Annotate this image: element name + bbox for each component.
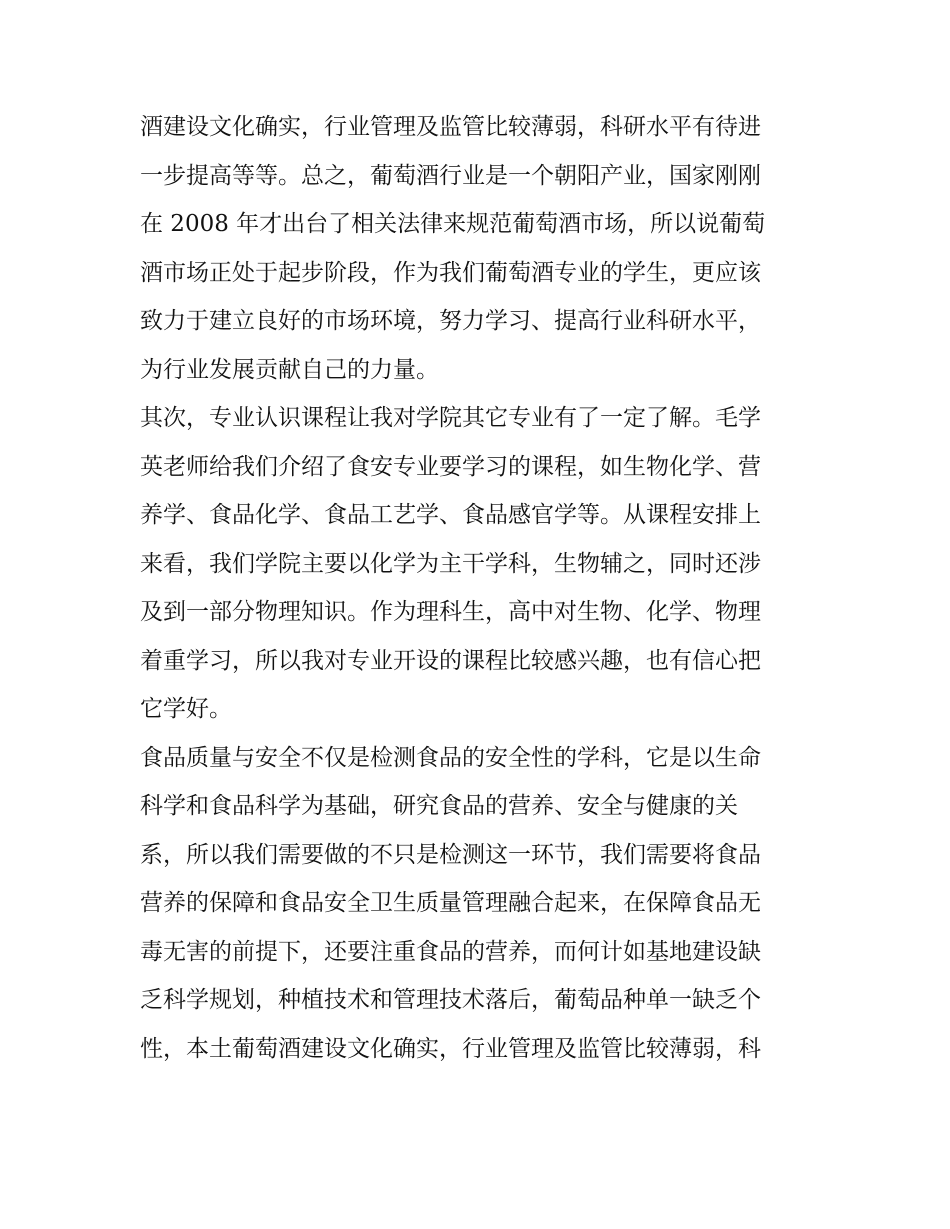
body-text bbox=[140, 103, 820, 1073]
text-line: 系，所以我们需要做的不只是检测这一环节，我们需要将食品 bbox=[140, 841, 761, 868]
text-line: 一步提高等等。总之，葡萄酒行业是一个朝阳产业，国家刚刚 bbox=[140, 162, 761, 189]
text-line: 营养的保障和食品安全卫生质量管理融合起来，在保障食品无 bbox=[140, 890, 761, 916]
text-line: 它学好。 bbox=[140, 696, 232, 722]
text-line: 着重学习，所以我对专业开设的课程比较感兴趣，也有信心把 bbox=[140, 647, 761, 674]
text-line: 英老师给我们介绍了食安专业要学习的课程，如生物化学、营 bbox=[140, 453, 761, 480]
text-line: 乏科学规划，种植技术和管理技术落后，葡萄品种单一缺乏个 bbox=[140, 987, 761, 1013]
text-line: 为行业发展贡献自己的力量。 bbox=[140, 356, 439, 383]
text-line: 酒市场正处于起步阶段，作为我们葡萄酒专业的学生，更应该 bbox=[140, 259, 761, 286]
text-line: 来看，我们学院主要以化学为主干学科，生物辅之，同时还涉 bbox=[140, 550, 761, 577]
text-line: 致力于建立良好的市场环境，努力学习、提高行业科研水平， bbox=[140, 308, 761, 334]
text-line: 其次，专业认识课程让我对学院其它专业有了一定了解。毛学 bbox=[140, 405, 761, 431]
text-line: 在 2008 年才出台了相关法律来规范葡萄酒市场，所以说葡萄 bbox=[140, 211, 766, 237]
text-line: 食品质量与安全不仅是检测食品的安全性的学科，它是以生命 bbox=[140, 744, 761, 771]
text-line: 及到一部分物理知识。作为理科生，高中对生物、化学、物理 bbox=[140, 599, 761, 625]
text-line: 性，本土葡萄酒建设文化确实，行业管理及监管比较薄弱，科 bbox=[140, 1035, 761, 1062]
text-line: 养学、食品化学、食品工艺学、食品感官学等。从课程安排上 bbox=[140, 502, 761, 528]
text-line: 酒建设文化确实，行业管理及监管比较薄弱，科研水平有待进 bbox=[140, 114, 761, 140]
text-line: 科学和食品科学为基础，研究食品的营养、安全与健康的关 bbox=[140, 793, 738, 819]
text-line: 毒无害的前提下，还要注重食品的营养，而何计如基地建设缺 bbox=[140, 938, 761, 965]
